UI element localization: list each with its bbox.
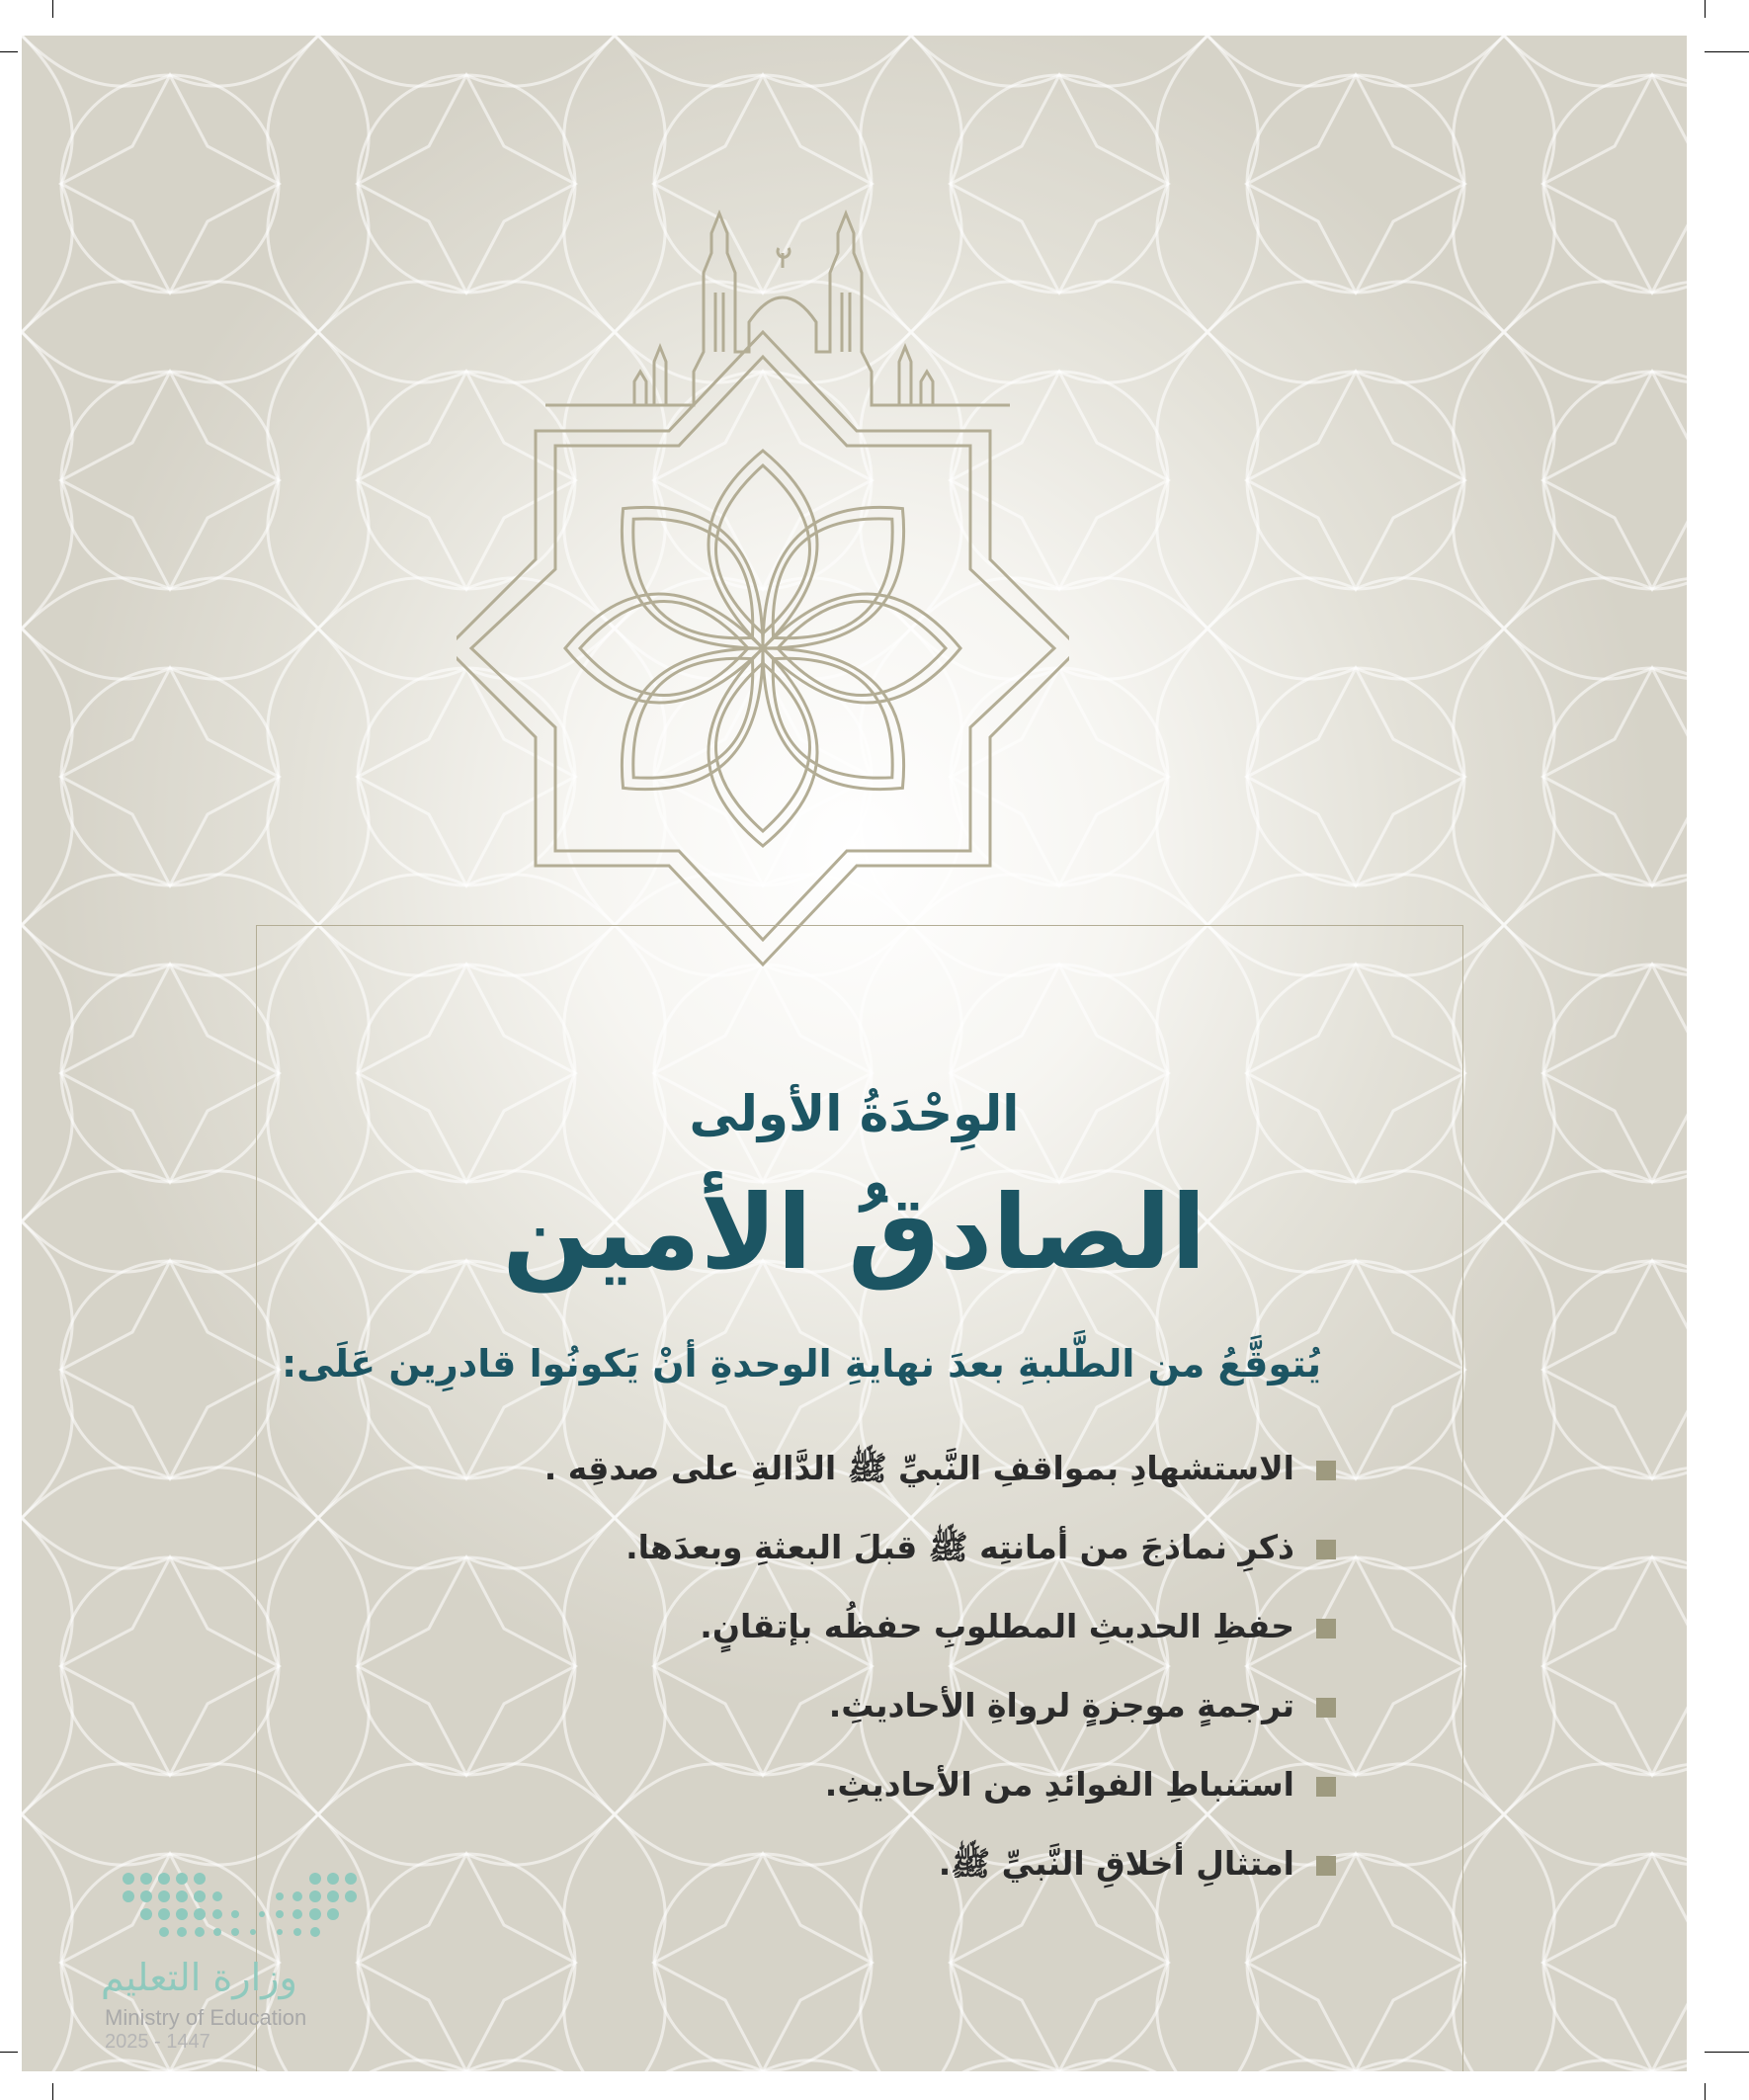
square-bullet-icon <box>1316 1461 1336 1480</box>
crop-mark <box>1705 2083 1706 2100</box>
list-item <box>200 1518 1336 1597</box>
crop-mark <box>1705 0 1706 18</box>
ministry-dots-icon <box>119 1869 361 1950</box>
crop-mark <box>1705 2052 1749 2053</box>
ministry-year: 2025 - 1447 <box>105 2031 210 2053</box>
ministry-logo <box>91 1869 387 2066</box>
ministry-name-english: Ministry of Education <box>105 2005 307 2030</box>
objective-text: حفظِ الحديثِ المطلوبِ حفظُه بإتقانٍ. <box>700 1607 1294 1645</box>
crop-mark <box>52 2083 53 2100</box>
crop-mark <box>1705 51 1749 52</box>
square-bullet-icon <box>1316 1856 1336 1876</box>
learning-outcomes-intro: يُتوقَّعُ من الطَّلبةِ بعدَ نهايةِ الوحدةِ أنْ يَكونُوا قادرِين عَلَى: <box>282 1342 1321 1386</box>
crop-mark <box>52 0 53 18</box>
objective-text: استنباطِ الفوائدِ من الأحاديثِ. <box>824 1765 1294 1804</box>
square-bullet-icon <box>1316 1619 1336 1638</box>
objective-text: امتثالِ أخلاقِ النَّبيِّ ﷺ. <box>938 1844 1294 1883</box>
crop-mark <box>0 51 18 52</box>
objective-text: الاستشهادِ بمواقفِ النَّبيِّ ﷺ الدَّالةِ على صدقِه . <box>543 1449 1294 1487</box>
unit-label: الوِحْدَةُ الأولى <box>689 1085 1020 1142</box>
learning-outcomes-list <box>200 1439 1336 1913</box>
unit-title: الصادقُ الأمين <box>502 1172 1207 1293</box>
list-item <box>200 1439 1336 1518</box>
square-bullet-icon <box>1316 1540 1336 1559</box>
objective-text: ذكرِ نماذجَ من أمانتِه ﷺ قبلَ البعثةِ وبعدَها. <box>625 1528 1294 1566</box>
list-item <box>200 1755 1336 1834</box>
objective-text: ترجمةٍ موجزةٍ لرواةِ الأحاديثِ. <box>828 1686 1294 1724</box>
crop-mark <box>0 2052 18 2053</box>
cover-page <box>22 36 1687 2071</box>
list-item <box>200 1597 1336 1676</box>
square-bullet-icon <box>1316 1777 1336 1797</box>
square-bullet-icon <box>1316 1698 1336 1718</box>
ministry-name-arabic: وزارة التعليم <box>101 1956 297 1999</box>
mosque-ornament-icon <box>457 154 1069 1024</box>
list-item <box>200 1676 1336 1755</box>
